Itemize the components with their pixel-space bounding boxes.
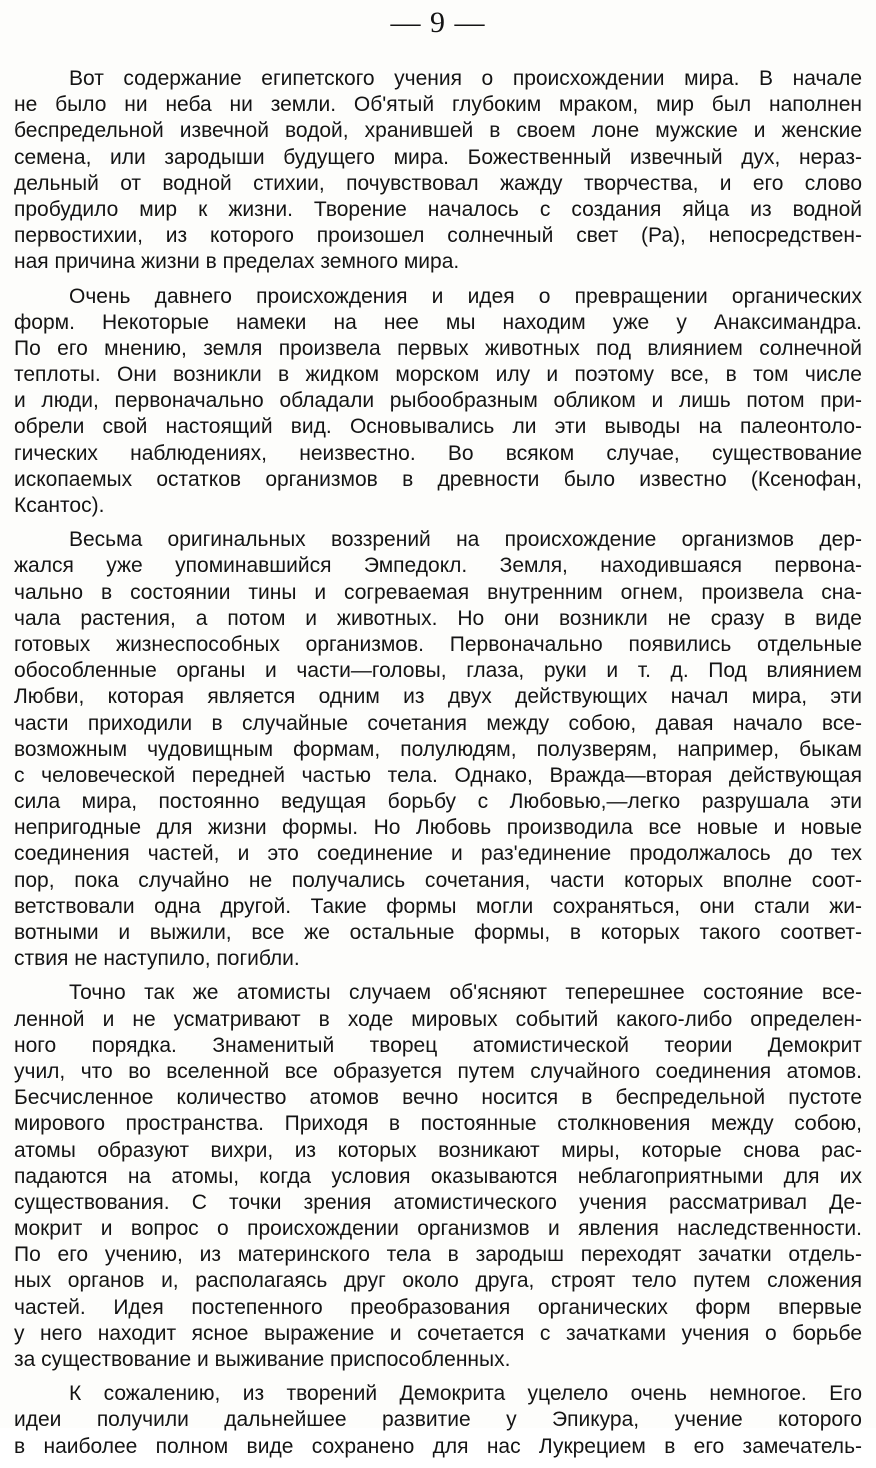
text-line: пор, пока случайно не получались сочетания, части которых вполне соот-: [14, 868, 862, 892]
text-line: мокрит и вопрос о происхождении организмов и явления наследственности.: [14, 1217, 862, 1241]
text-line: чально в состоянии тины и согреваемая внутренним огнем, произвела сна-: [14, 580, 862, 604]
text-line: Любви, которая является одним из двух действующих начал мира, эти: [14, 685, 862, 709]
text-line: Бесчисленное количество атомов вечно носится в беспредельной пустоте: [14, 1086, 862, 1110]
text-line: Точно так же атомисты случаем об'ясняют теперешнее состояние все-: [69, 981, 862, 1005]
text-line: гических наблюдениях, неизвестно. Во всяком случае, существование: [14, 441, 862, 465]
text-line: пробудило мир к жизни. Творение началось с создания яйца из водной: [14, 197, 862, 221]
text-line: ископаемых остатков организмов в древности было известно (Ксенофан,: [14, 467, 862, 491]
text-line: жался уже упоминавшийся Эмпедокл. Земля, находившаяся первона-: [14, 554, 862, 578]
text-line: вотными и выжили, все же остальные формы, в которых такого соответ-: [14, 921, 862, 944]
paragraph: [14, 527, 862, 972]
text-line: сила мира, постоянно ведущая борьбу с Любовью,—легко разрушала эти: [14, 790, 862, 814]
text-line: непригодные для жизни формы. Но Любовь производила все новые и новые: [14, 816, 862, 840]
text-line: мирового пространства. Приходя в постоянные столкновения между собою,: [14, 1112, 862, 1136]
text-line: ная причина жизни в пределах земного мира.: [14, 250, 460, 274]
paragraph: [14, 284, 862, 520]
text-line: беспредельной извечной водой, хранившей в своем лоне мужские и женские: [14, 119, 862, 143]
paragraph: [14, 980, 862, 1373]
text-line: Ксантос).: [14, 494, 105, 517]
text-line: первостихии, из которого произошел солнечный свет (Ра), непосредствен-: [14, 224, 862, 248]
text-line: ствия не наступило, погибли.: [14, 947, 300, 971]
text-line: ного порядка. Знаменитый творец атомистической теории Демокрит: [14, 1033, 862, 1057]
text-line: дельный от водной стихии, почувствовал жажду творчества, и его слово: [14, 171, 862, 195]
text-line: форм. Некоторые намеки на нее мы находим уже у Анаксимандра.: [14, 310, 862, 334]
text-line: учил, что во вселенной все образуется путем случайного соединения атомов.: [14, 1059, 862, 1083]
text-line: существования. С точки зрения атомистического учения рассматривал Де-: [14, 1190, 862, 1214]
text-line: не было ни неба ни земли. Об'ятый глубоким мраком, мир был наполнен: [14, 93, 862, 117]
text-line: ветствовали одна другой. Такие формы могли сохраняться, они стали жи-: [14, 894, 862, 918]
text-line: По его мнению, земля произвела первых животных под влиянием солнечной: [14, 336, 862, 360]
paragraph: [14, 1381, 862, 1460]
body-text: [14, 66, 862, 1468]
page-number: — 9 —: [390, 6, 486, 39]
text-line: ных органов и, располагаясь друг около друга, строят тело путем сложения: [14, 1269, 862, 1293]
text-line: готовых жизнеспособных организмов. Первоначально появились отдельные: [14, 632, 862, 656]
text-line: соединения частей, и это соединение и раз'единение продолжалось до тех: [14, 842, 862, 866]
text-line: теплоты. Они возникли в жидком морском илу и поэтому все, в том числе: [14, 363, 862, 387]
text-line: с человеческой передней частью тела. Однако, Вражда—вторая действующая: [14, 763, 862, 787]
text-line: у него находит ясное выражение и сочетается с зачатками учения о борьбе: [14, 1321, 862, 1345]
text-line: По его учению, из материнского тела в зародыш переходят зачатки отдель-: [14, 1243, 862, 1267]
text-line: обособленные органы и части—головы, глаза, руки и т. д. Под влиянием: [14, 659, 862, 683]
text-line: частей. Идея постепенного преобразования органических форм впервые: [14, 1295, 862, 1319]
text-line: атомы образуют вихри, из которых возникают миры, которые снова рас-: [14, 1138, 862, 1162]
text-line: в наиболее полном виде сохранено для нас Лукрецием в его замечатель-: [14, 1434, 862, 1458]
text-line: возможным чудовищным формам, полулюдям, полузверям, например, быкам: [14, 737, 862, 761]
text-line: идеи получили дальнейшее развитие у Эпикура, учение которого: [14, 1408, 862, 1432]
text-line: Вот содержание египетского учения о происхождении мира. В начале: [69, 67, 862, 90]
text-line: К сожалению, из творений Демокрита уцелело очень немногое. Его: [69, 1382, 862, 1406]
text-line: обрели свой настоящий вид. Основывались ли эти выводы на палеонтоло-: [14, 415, 862, 439]
text-line: ленной и не усматривают в ходе мировых событий какого-либо определен-: [14, 1007, 862, 1031]
text-line: семена, или зародыши будущего мира. Божественный извечный дух, нераз-: [14, 145, 862, 169]
text-line: за существование и выживание приспособленных.: [14, 1348, 511, 1371]
text-line: и люди, первоначально обладали рыбообразным обликом и лишь потом при-: [14, 389, 862, 413]
text-line: чала растения, а потом и животных. Но они возникли не сразу в виде: [14, 606, 862, 630]
text-line: Весьма оригинальных воззрений на происхождение организмов дер-: [69, 528, 862, 552]
text-line: части приходили в случайные сочетания между собою, давая начало все-: [14, 711, 862, 735]
text-line: Очень давнего происхождения и идея о превращении органических: [69, 284, 862, 308]
paragraph: [14, 66, 862, 276]
text-line: падаются на атомы, когда условия оказываются неблагоприятными для их: [14, 1164, 862, 1188]
